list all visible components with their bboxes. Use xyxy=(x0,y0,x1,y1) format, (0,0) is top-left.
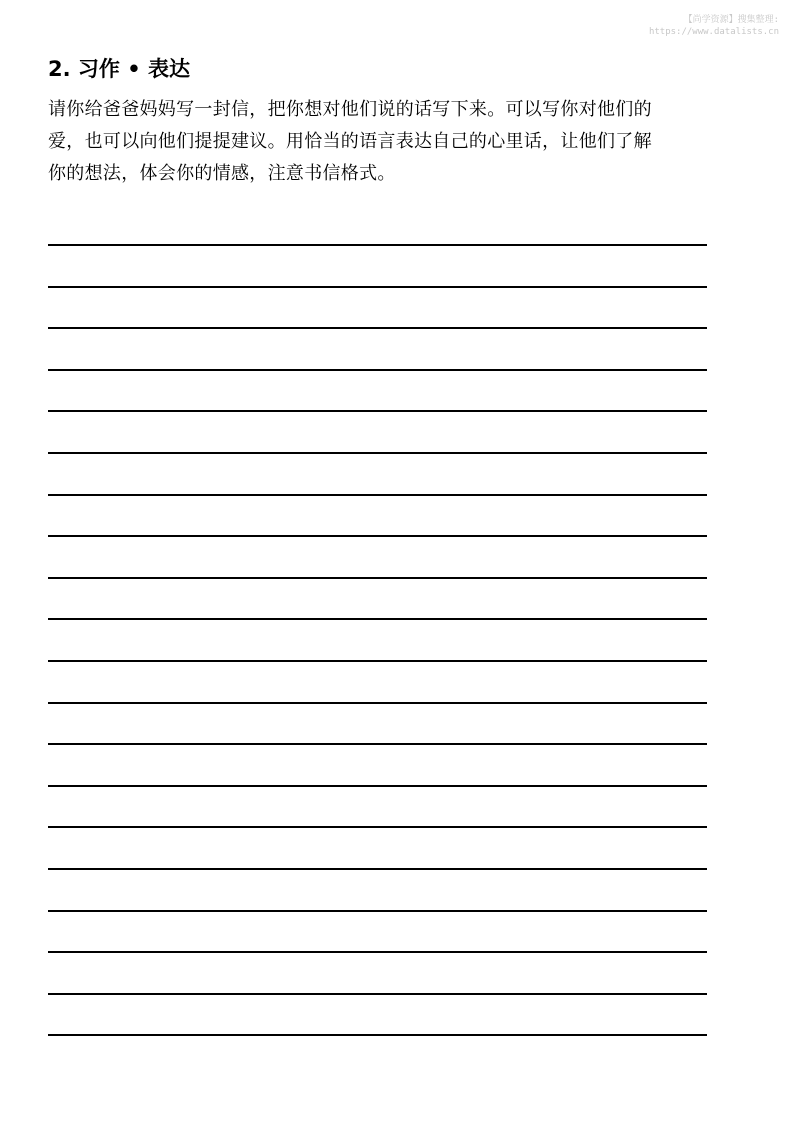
section-title: 2. 习作 • 表达 xyxy=(48,57,190,81)
writing-line xyxy=(48,743,707,745)
writing-line xyxy=(48,244,707,246)
writing-line xyxy=(48,577,707,579)
writing-line xyxy=(48,826,707,828)
writing-line xyxy=(48,535,707,537)
writing-line xyxy=(48,785,707,787)
writing-line xyxy=(48,327,707,329)
writing-line xyxy=(48,993,707,995)
writing-line xyxy=(48,660,707,662)
writing-line xyxy=(48,410,707,412)
watermark-url: https://www.datalists.cn xyxy=(648,27,779,37)
writing-line xyxy=(48,494,707,496)
prompt-line: 爱，也可以向他们提提建议。用恰当的语言表达自己的心里话，让他们了解 xyxy=(48,131,652,152)
writing-line xyxy=(48,369,707,371)
writing-line xyxy=(48,951,707,953)
writing-line xyxy=(48,702,707,704)
writing-line xyxy=(48,286,707,288)
watermark-source: 【尚学资源】搜集整理: xyxy=(683,15,779,25)
writing-line xyxy=(48,910,707,912)
writing-line xyxy=(48,618,707,620)
writing-line xyxy=(48,868,707,870)
prompt-line: 请你给爸爸妈妈写一封信，把你想对他们说的话写下来。可以写你对他们的 xyxy=(48,99,652,120)
prompt-line: 你的想法，体会你的情感，注意书信格式。 xyxy=(48,163,396,184)
watermark xyxy=(649,14,779,38)
writing-line xyxy=(48,452,707,454)
writing-line xyxy=(48,1034,707,1036)
writing-prompt xyxy=(48,94,753,190)
